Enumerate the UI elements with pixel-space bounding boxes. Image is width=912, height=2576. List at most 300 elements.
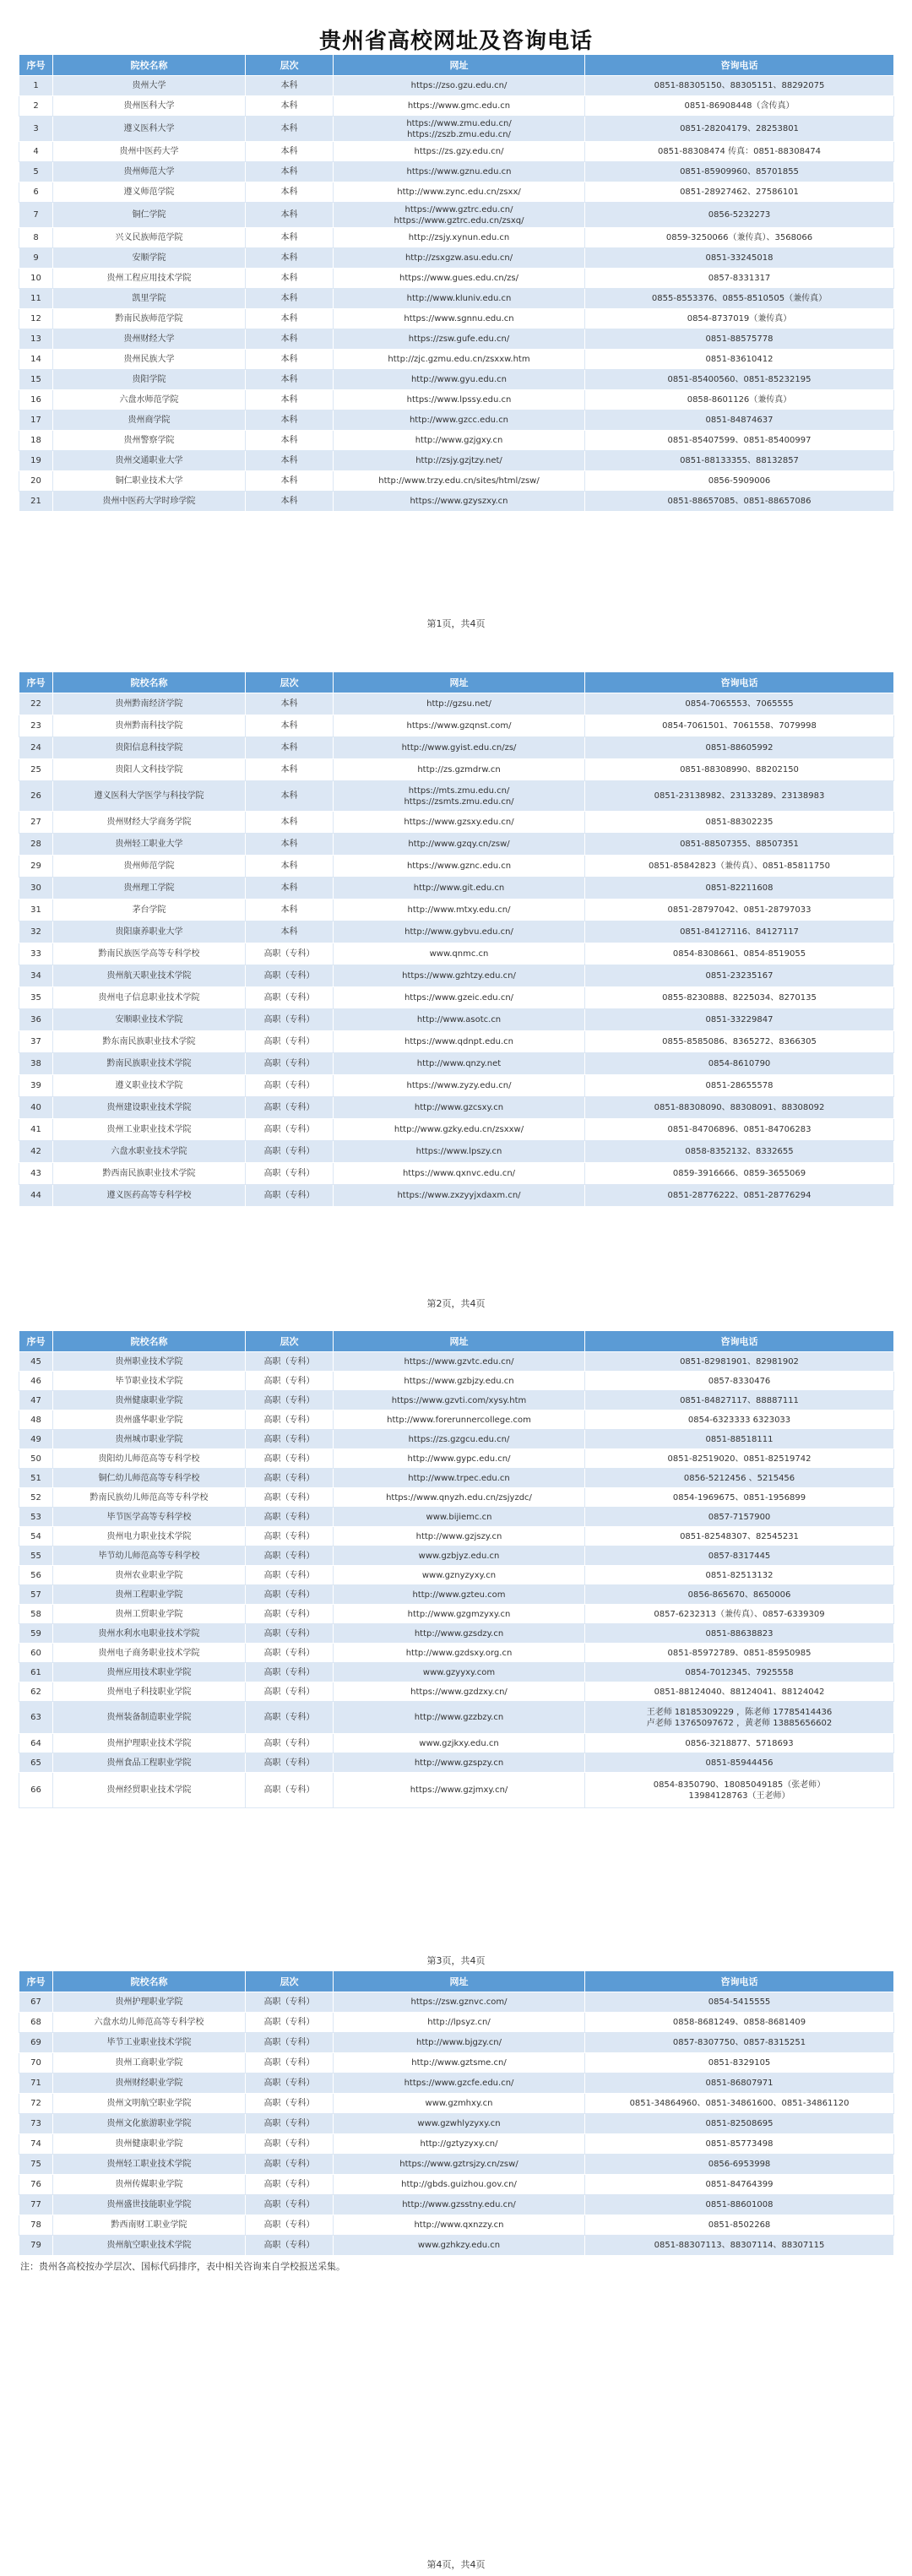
cell-website-url[interactable]: https://zs.gzgcu.edu.cn/	[334, 1430, 585, 1449]
cell-level: 本科	[246, 899, 334, 921]
cell-phone: 0854-8610790	[585, 1053, 894, 1075]
table-row	[19, 1075, 894, 1097]
cell-phone: 0851-84127116、84127117	[585, 921, 894, 943]
school-table-page-4	[19, 1970, 894, 2256]
cell-website-url[interactable]: https://www.zmu.edu.cn/ https://zszb.zmu.edu.cn/	[334, 117, 585, 142]
cell-website-url[interactable]: www.gzyyxy.com	[334, 1663, 585, 1682]
cell-row-number: 10	[19, 269, 53, 289]
table-row	[19, 2073, 894, 2094]
cell-website-url[interactable]: https://www.gzyszxy.cn	[334, 492, 585, 512]
cell-level: 高职（专科）	[246, 2215, 334, 2236]
page-number-label: 第3页，共4页	[426, 1955, 486, 1966]
table-row	[19, 162, 894, 182]
cell-website-url[interactable]: https://www.gznc.edu.cn	[334, 856, 585, 878]
cell-school-name: 安顺学院	[53, 248, 246, 269]
cell-website-url[interactable]: www.gzwhlyzyxy.cn	[334, 2114, 585, 2134]
table-header-row	[19, 55, 894, 76]
table-row	[19, 2013, 894, 2033]
cell-level: 高职（专科）	[246, 1075, 334, 1097]
cell-row-number: 36	[19, 1009, 53, 1031]
cell-school-name: 贵州商学院	[53, 410, 246, 431]
cell-school-name: 贵州电子信息职业技术学院	[53, 987, 246, 1009]
table-row	[19, 1702, 894, 1734]
cell-website-url[interactable]: https://www.gzhtzy.edu.cn/	[334, 965, 585, 987]
school-table-page-1	[19, 54, 894, 512]
cell-phone: 0856-865670、8650006	[585, 1585, 894, 1605]
footnote: 注：贵州各高校按办学层次、国标代码排序，表中相关咨询来自学校报送采集。	[20, 2261, 345, 2272]
cell-website-url[interactable]: https://www.gzbjzy.edu.cn	[334, 1372, 585, 1391]
cell-school-name: 贵州盛世技能职业学院	[53, 2195, 246, 2215]
cell-row-number: 13	[19, 329, 53, 350]
table-row	[19, 2134, 894, 2155]
cell-level: 高职（专科）	[246, 1605, 334, 1624]
cell-website-url[interactable]: https://www.gzsxy.edu.cn/	[334, 812, 585, 834]
cell-website-url[interactable]: https://www.gzcfe.edu.cn/	[334, 2073, 585, 2094]
cell-website-url[interactable]: http://www.asotc.cn	[334, 1009, 585, 1031]
cell-level: 本科	[246, 492, 334, 512]
cell-row-number: 60	[19, 1644, 53, 1663]
cell-website-url[interactable]: https://www.gzeic.edu.cn/	[334, 987, 585, 1009]
table-row	[19, 856, 894, 878]
table-row	[19, 943, 894, 965]
cell-school-name: 黔东南民族职业技术学院	[53, 1031, 246, 1053]
cell-website-url[interactable]: http://www.gzdsxy.org.cn	[334, 1644, 585, 1663]
cell-row-number: 69	[19, 2033, 53, 2053]
cell-website-url[interactable]: http://www.gztsme.cn/	[334, 2053, 585, 2073]
cell-school-name: 贵州工业职业技术学院	[53, 1119, 246, 1141]
table-row	[19, 309, 894, 329]
cell-level: 高职（专科）	[246, 965, 334, 987]
cell-school-name: 贵州警察学院	[53, 431, 246, 451]
cell-level: 高职（专科）	[246, 1031, 334, 1053]
cell-row-number: 44	[19, 1185, 53, 1207]
table-row	[19, 715, 894, 737]
column-header-website-url: 网址	[334, 672, 585, 693]
cell-website-url[interactable]: https://www.zyzy.edu.cn/	[334, 1075, 585, 1097]
cell-row-number: 51	[19, 1469, 53, 1488]
cell-website-url[interactable]: https://www.gmc.edu.cn	[334, 96, 585, 117]
cell-level: 本科	[246, 142, 334, 162]
cell-website-url[interactable]: https://zs.gzy.edu.cn/	[334, 142, 585, 162]
cell-row-number: 73	[19, 2114, 53, 2134]
table-row	[19, 2175, 894, 2195]
table-row	[19, 1141, 894, 1163]
page-number-label: 第2页，共4页	[426, 1298, 486, 1309]
cell-phone: 王老师 18185309229 ，陈老师 17785414436 卢老师 13765097672 ，黄老师 13885656602	[585, 1702, 894, 1734]
cell-school-name: 贵州电力职业技术学院	[53, 1527, 246, 1546]
cell-school-name: 贵州护理职业学院	[53, 1992, 246, 2013]
cell-row-number: 42	[19, 1141, 53, 1163]
cell-phone: 0854-1969675、0851-1956899	[585, 1488, 894, 1508]
cell-phone: 0851-84706896、0851-84706283	[585, 1119, 894, 1141]
cell-website-url[interactable]: http://www.gzzbzy.cn	[334, 1702, 585, 1734]
cell-row-number: 62	[19, 1682, 53, 1702]
cell-level: 本科	[246, 878, 334, 899]
cell-school-name: 贵州电子商务职业技术学院	[53, 1644, 246, 1663]
cell-school-name: 贵州健康职业学院	[53, 1391, 246, 1410]
column-header-row-number: 序号	[19, 1331, 53, 1352]
table-row	[19, 203, 894, 228]
cell-row-number: 50	[19, 1449, 53, 1469]
cell-level: 高职（专科）	[246, 2175, 334, 2195]
column-header-level: 层次	[246, 55, 334, 76]
cell-row-number: 40	[19, 1097, 53, 1119]
cell-website-url[interactable]: https://www.lpssy.edu.cn	[334, 390, 585, 410]
cell-website-url[interactable]: http://www.gzqy.cn/zsw/	[334, 834, 585, 856]
cell-website-url[interactable]: www.gzhkzy.edu.cn	[334, 2236, 585, 2256]
cell-phone: 0851-33245018	[585, 248, 894, 269]
cell-level: 高职（专科）	[246, 1488, 334, 1508]
cell-website-url[interactable]: http://www.bjgzy.cn/	[334, 2033, 585, 2053]
cell-website-url[interactable]: https://zso.gzu.edu.cn/	[334, 76, 585, 96]
cell-level: 高职（专科）	[246, 2094, 334, 2114]
cell-row-number: 46	[19, 1372, 53, 1391]
cell-school-name: 贵阳信息科技学院	[53, 737, 246, 759]
cell-website-url[interactable]: www.qnmc.cn	[334, 943, 585, 965]
cell-website-url[interactable]: http://www.gybvu.edu.cn/	[334, 921, 585, 943]
cell-website-url[interactable]: http://www.gzgmzyxy.cn	[334, 1605, 585, 1624]
cell-website-url[interactable]: http://www.kluniv.edu.cn	[334, 289, 585, 309]
table-row	[19, 1753, 894, 1773]
cell-school-name: 贵州财经大学商务学院	[53, 812, 246, 834]
cell-website-url[interactable]: www.gznyzyxy.cn	[334, 1566, 585, 1585]
cell-level: 本科	[246, 715, 334, 737]
cell-level: 高职（专科）	[246, 1682, 334, 1702]
cell-level: 高职（专科）	[246, 1410, 334, 1430]
cell-website-url[interactable]: www.gzjkxy.edu.cn	[334, 1734, 585, 1753]
cell-website-url[interactable]: https://www.sgnnu.edu.cn	[334, 309, 585, 329]
page-number-label: 第1页，共4页	[426, 618, 486, 629]
cell-website-url[interactable]: www.gzmhxy.cn	[334, 2094, 585, 2114]
cell-level: 高职（专科）	[246, 1163, 334, 1185]
cell-website-url[interactable]: http://zsxgzw.asu.edu.cn/	[334, 248, 585, 269]
cell-level: 本科	[246, 269, 334, 289]
cell-website-url[interactable]: http://gztyzyxy.cn/	[334, 2134, 585, 2155]
cell-phone: 0854-7012345、7925558	[585, 1663, 894, 1682]
cell-school-name: 贵州中医药大学	[53, 142, 246, 162]
column-header-level: 层次	[246, 1331, 334, 1352]
cell-level: 本科	[246, 410, 334, 431]
cell-row-number: 27	[19, 812, 53, 834]
cell-school-name: 兴义民族师范学院	[53, 228, 246, 248]
cell-level: 高职（专科）	[246, 1508, 334, 1527]
cell-website-url[interactable]: http://www.trpec.edu.cn	[334, 1469, 585, 1488]
cell-phone: 0856-5232273	[585, 203, 894, 228]
cell-level: 高职（专科）	[246, 1663, 334, 1682]
cell-school-name: 贵州工商职业学院	[53, 2053, 246, 2073]
cell-school-name: 贵阳幼儿师范高等专科学校	[53, 1449, 246, 1469]
table-row	[19, 329, 894, 350]
cell-level: 高职（专科）	[246, 1546, 334, 1566]
cell-level: 本科	[246, 162, 334, 182]
cell-website-url[interactable]: https://www.gzdzxy.cn/	[334, 1682, 585, 1702]
cell-website-url[interactable]: http://zsjy.gzjtzy.net/	[334, 451, 585, 471]
table-row	[19, 410, 894, 431]
cell-school-name: 贵州文化旅游职业学院	[53, 2114, 246, 2134]
cell-row-number: 12	[19, 309, 53, 329]
table-row	[19, 737, 894, 759]
cell-website-url[interactable]: http://www.gypc.edu.cn/	[334, 1449, 585, 1469]
cell-phone: 0851-23138982、23133289、23138983	[585, 781, 894, 812]
cell-row-number: 19	[19, 451, 53, 471]
cell-website-url[interactable]: https://zsw.gznvc.com/	[334, 1992, 585, 2013]
cell-website-url[interactable]: http://www.mtxy.edu.cn/	[334, 899, 585, 921]
table-row	[19, 269, 894, 289]
cell-level: 高职（专科）	[246, 2114, 334, 2134]
cell-website-url[interactable]: http://www.qnzy.net	[334, 1053, 585, 1075]
table-row	[19, 1527, 894, 1546]
cell-phone: 0859-3916666、0859-3655069	[585, 1163, 894, 1185]
cell-website-url[interactable]: https://www.qnyzh.edu.cn/zsjyzdc/	[334, 1488, 585, 1508]
table-row	[19, 289, 894, 309]
cell-website-url[interactable]: www.gzbjyz.edu.cn	[334, 1546, 585, 1566]
cell-phone: 0855-8553376、0855-8510505（兼传真）	[585, 289, 894, 309]
cell-school-name: 遵义医科大学医学与科技学院	[53, 781, 246, 812]
cell-website-url[interactable]: http://zs.gzmdrw.cn	[334, 759, 585, 781]
cell-website-url[interactable]: https://www.gztrc.edu.cn/ https://www.gztrc.edu.cn/zsxq/	[334, 203, 585, 228]
cell-phone: 0856-6953998	[585, 2155, 894, 2175]
cell-school-name: 毕节职业技术学院	[53, 1372, 246, 1391]
cell-website-url[interactable]: http://www.gzjszy.cn	[334, 1527, 585, 1546]
table-row	[19, 1624, 894, 1644]
cell-phone: 0851-84827117、88887111	[585, 1391, 894, 1410]
cell-website-url[interactable]: https://www.lpszy.cn	[334, 1141, 585, 1163]
cell-level: 高职（专科）	[246, 1734, 334, 1753]
cell-level: 高职（专科）	[246, 2134, 334, 2155]
table-row	[19, 1992, 894, 2013]
cell-phone: 0851-82508695	[585, 2114, 894, 2134]
column-header-phone: 咨询电话	[585, 672, 894, 693]
table-row	[19, 350, 894, 370]
cell-website-url[interactable]: https://www.gznu.edu.cn	[334, 162, 585, 182]
cell-website-url[interactable]: http://zsjy.xynun.edu.cn	[334, 228, 585, 248]
cell-level: 高职（专科）	[246, 943, 334, 965]
cell-phone: 0851-88308090、88308091、88308092	[585, 1097, 894, 1119]
cell-website-url[interactable]: https://www.qdnpt.edu.cn	[334, 1031, 585, 1053]
cell-row-number: 16	[19, 390, 53, 410]
cell-website-url[interactable]: https://www.gzvtc.edu.cn/	[334, 1352, 585, 1372]
cell-level: 高职（专科）	[246, 1119, 334, 1141]
cell-row-number: 15	[19, 370, 53, 390]
table-row	[19, 96, 894, 117]
cell-website-url[interactable]: https://www.gues.edu.cn/zs/	[334, 269, 585, 289]
cell-school-name: 贵州理工学院	[53, 878, 246, 899]
column-header-phone: 咨询电话	[585, 1331, 894, 1352]
cell-level: 高职（专科）	[246, 1585, 334, 1605]
table-row	[19, 1053, 894, 1075]
cell-level: 本科	[246, 182, 334, 203]
cell-phone: 0856-5909006	[585, 471, 894, 492]
cell-website-url[interactable]: https://www.gzjmxy.cn/	[334, 1773, 585, 1808]
cell-level: 高职（专科）	[246, 2155, 334, 2175]
cell-website-url[interactable]: http://zjc.gzmu.edu.cn/zsxxw.htm	[334, 350, 585, 370]
table-row	[19, 1546, 894, 1566]
cell-website-url[interactable]: http://www.gzteu.com	[334, 1585, 585, 1605]
cell-website-url[interactable]: https://www.gzvti.com/xysy.htm	[334, 1391, 585, 1410]
column-header-phone: 咨询电话	[585, 55, 894, 76]
cell-phone: 0851-88657085、0851-88657086	[585, 492, 894, 512]
cell-school-name: 贵阳人文科技学院	[53, 759, 246, 781]
column-header-phone: 咨询电话	[585, 1971, 894, 1992]
cell-school-name: 遵义职业技术学院	[53, 1075, 246, 1097]
cell-website-url[interactable]: http://www.gzky.edu.cn/zsxxw/	[334, 1119, 585, 1141]
table-row	[19, 1163, 894, 1185]
cell-school-name: 贵州食品工程职业学院	[53, 1753, 246, 1773]
cell-level: 本科	[246, 350, 334, 370]
table-row	[19, 987, 894, 1009]
cell-level: 高职（专科）	[246, 1097, 334, 1119]
cell-school-name: 贵州医科大学	[53, 96, 246, 117]
cell-phone: 0851-88575778	[585, 329, 894, 350]
cell-phone: 0851-82981901、82981902	[585, 1352, 894, 1372]
cell-website-url[interactable]: https://zsw.gufe.edu.cn/	[334, 329, 585, 350]
cell-phone: 0857-7157900	[585, 1508, 894, 1527]
cell-school-name: 黔南民族师范学院	[53, 309, 246, 329]
table-header-row	[19, 672, 894, 693]
cell-phone: 0851-28204179、28253801	[585, 117, 894, 142]
cell-school-name: 贵州中医药大学时珍学院	[53, 492, 246, 512]
cell-row-number: 28	[19, 834, 53, 856]
cell-row-number: 68	[19, 2013, 53, 2033]
cell-row-number: 8	[19, 228, 53, 248]
cell-level: 高职（专科）	[246, 1753, 334, 1773]
cell-row-number: 64	[19, 1734, 53, 1753]
cell-school-name: 贵州交通职业大学	[53, 451, 246, 471]
cell-row-number: 7	[19, 203, 53, 228]
column-header-website-url: 网址	[334, 1331, 585, 1352]
cell-level: 高职（专科）	[246, 1624, 334, 1644]
cell-phone: 0851-85972789、0851-85950985	[585, 1644, 894, 1663]
cell-row-number: 26	[19, 781, 53, 812]
cell-level: 本科	[246, 812, 334, 834]
cell-phone: 0851-84764399	[585, 2175, 894, 2195]
cell-website-url[interactable]: http://www.gzcsxy.cn	[334, 1097, 585, 1119]
cell-phone: 0851-86908448（含传真）	[585, 96, 894, 117]
cell-level: 本科	[246, 309, 334, 329]
cell-school-name: 贵州轻工职业大学	[53, 834, 246, 856]
cell-level: 本科	[246, 834, 334, 856]
cell-website-url[interactable]: http://www.zync.edu.cn/zsxx/	[334, 182, 585, 203]
table-row	[19, 1469, 894, 1488]
cell-level: 高职（专科）	[246, 1773, 334, 1808]
cell-phone: 0851-23235167	[585, 965, 894, 987]
cell-phone: 0851-85909960、85701855	[585, 162, 894, 182]
cell-level: 高职（专科）	[246, 987, 334, 1009]
cell-phone: 0851-88308474 传真：0851-88308474	[585, 142, 894, 162]
table-row	[19, 1585, 894, 1605]
cell-school-name: 安顺职业技术学院	[53, 1009, 246, 1031]
cell-website-url[interactable]: http://www.gzcc.edu.cn	[334, 410, 585, 431]
cell-level: 本科	[246, 856, 334, 878]
table-row	[19, 1352, 894, 1372]
cell-website-url[interactable]: https://www.zxzyyjxdaxm.cn/	[334, 1185, 585, 1207]
cell-row-number: 77	[19, 2195, 53, 2215]
table-row	[19, 2114, 894, 2134]
cell-school-name: 贵州健康职业学院	[53, 2134, 246, 2155]
cell-level: 高职（专科）	[246, 1449, 334, 1469]
cell-row-number: 25	[19, 759, 53, 781]
cell-level: 本科	[246, 370, 334, 390]
cell-level: 高职（专科）	[246, 1527, 334, 1546]
cell-website-url[interactable]: http://www.gzjgxy.cn	[334, 431, 585, 451]
cell-level: 高职（专科）	[246, 1702, 334, 1734]
cell-website-url[interactable]: http://www.trzy.edu.cn/sites/html/zsw/	[334, 471, 585, 492]
cell-level: 高职（专科）	[246, 1430, 334, 1449]
cell-school-name: 贵州师范大学	[53, 162, 246, 182]
table-row	[19, 471, 894, 492]
cell-level: 本科	[246, 693, 334, 715]
table-row	[19, 1391, 894, 1410]
cell-row-number: 58	[19, 1605, 53, 1624]
cell-website-url[interactable]: www.bijiemc.cn	[334, 1508, 585, 1527]
cell-school-name: 毕节幼儿师范高等专科学校	[53, 1546, 246, 1566]
cell-phone: 0851-84874637	[585, 410, 894, 431]
cell-level: 本科	[246, 289, 334, 309]
cell-level: 本科	[246, 76, 334, 96]
cell-school-name: 贵州城市职业学院	[53, 1430, 246, 1449]
cell-school-name: 贵州经贸职业技术学院	[53, 1773, 246, 1808]
cell-school-name: 贵州师范学院	[53, 856, 246, 878]
cell-website-url[interactable]: https://www.gztrsjzy.cn/zsw/	[334, 2155, 585, 2175]
cell-website-url[interactable]: http://www.gyist.edu.cn/zs/	[334, 737, 585, 759]
table-row	[19, 1009, 894, 1031]
table-row	[19, 248, 894, 269]
cell-phone: 0851-85407599、0851-85400997	[585, 431, 894, 451]
table-row	[19, 492, 894, 512]
cell-row-number: 14	[19, 350, 53, 370]
table-row	[19, 1773, 894, 1808]
cell-website-url[interactable]: https://www.gzqnst.com/	[334, 715, 585, 737]
cell-row-number: 47	[19, 1391, 53, 1410]
cell-row-number: 30	[19, 878, 53, 899]
cell-row-number: 74	[19, 2134, 53, 2155]
cell-website-url[interactable]: http://www.git.edu.cn	[334, 878, 585, 899]
cell-phone: 0851-88133355、88132857	[585, 451, 894, 471]
cell-website-url[interactable]: http://lpsyz.cn/	[334, 2013, 585, 2033]
cell-level: 高职（专科）	[246, 1352, 334, 1372]
cell-website-url[interactable]: http://www.qxnzzy.cn	[334, 2215, 585, 2236]
cell-phone: 0851-85944456	[585, 1753, 894, 1773]
cell-row-number: 49	[19, 1430, 53, 1449]
cell-level: 高职（专科）	[246, 2013, 334, 2033]
cell-website-url[interactable]: http://www.gzspzy.cn	[334, 1753, 585, 1773]
column-header-row-number: 序号	[19, 672, 53, 693]
cell-level: 高职（专科）	[246, 1644, 334, 1663]
cell-website-url[interactable]: https://mts.zmu.edu.cn/ https://zsmts.zmu.edu.cn/	[334, 781, 585, 812]
cell-phone: 0851-34864960、0851-34861600、0851-34861120	[585, 2094, 894, 2114]
cell-website-url[interactable]: http://gzsu.net/	[334, 693, 585, 715]
cell-website-url[interactable]: http://www.forerunnercollege.com	[334, 1410, 585, 1430]
cell-phone: 0851-28655578	[585, 1075, 894, 1097]
cell-level: 高职（专科）	[246, 1141, 334, 1163]
cell-school-name: 毕节工业职业技术学院	[53, 2033, 246, 2053]
cell-website-url[interactable]: https://www.qxnvc.edu.cn/	[334, 1163, 585, 1185]
cell-row-number: 48	[19, 1410, 53, 1430]
cell-website-url[interactable]: http://www.gzsdzy.cn	[334, 1624, 585, 1644]
cell-phone: 0851-85842823（兼传真）、0851-85811750	[585, 856, 894, 878]
column-header-school-name: 院校名称	[53, 55, 246, 76]
table-row	[19, 2033, 894, 2053]
column-header-level: 层次	[246, 1971, 334, 1992]
cell-website-url[interactable]: http://www.gyu.edu.cn	[334, 370, 585, 390]
cell-level: 本科	[246, 781, 334, 812]
cell-website-url[interactable]: http://gbds.guizhou.gov.cn/	[334, 2175, 585, 2195]
table-row	[19, 142, 894, 162]
table-row	[19, 878, 894, 899]
cell-website-url[interactable]: http://www.gzsstny.edu.cn/	[334, 2195, 585, 2215]
cell-row-number: 4	[19, 142, 53, 162]
page-title: 贵州省高校网址及咨询电话	[318, 29, 593, 54]
